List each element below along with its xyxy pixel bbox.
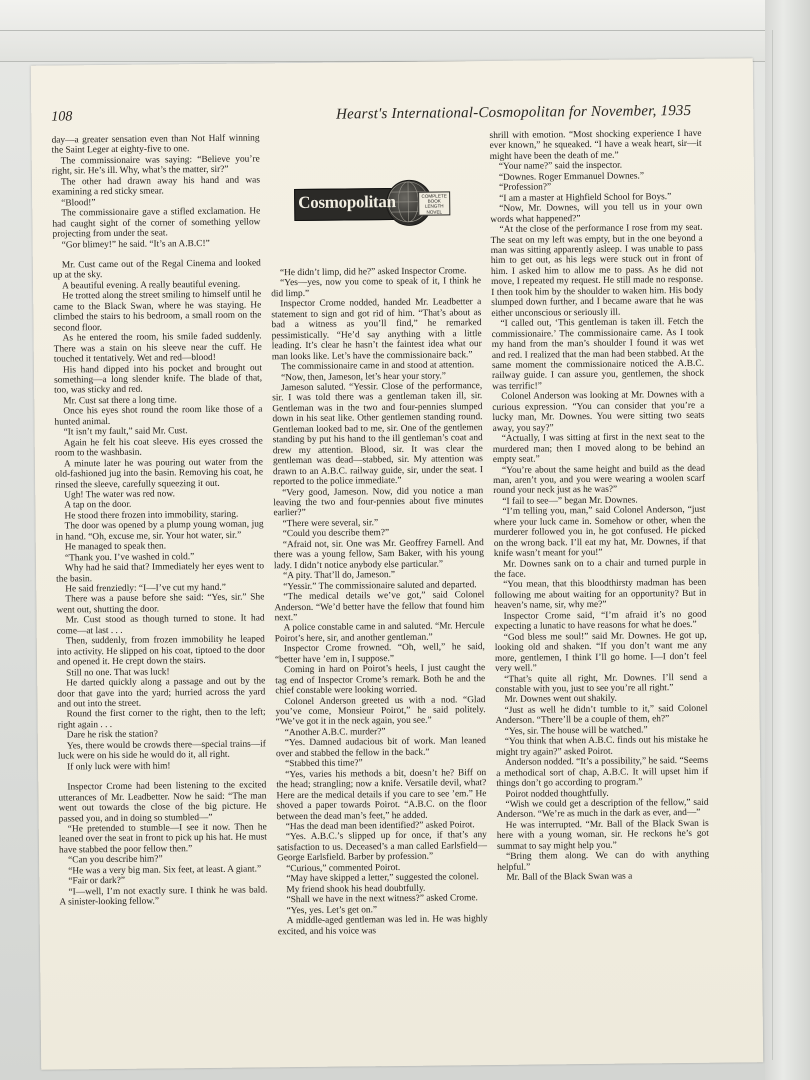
paragraph: “The medical details we’ve got,” said Colonel Anderson. “We’d better have the fellow that found him next.” [274, 590, 485, 624]
paragraph: “He was a very big man. Six feet, at least. A giant.” [68, 864, 262, 877]
paragraph: Colonel Anderson greeted us with a nod. “Glad you’ve come, Monsieur Poirot,” he said politely. “We’ve got it in the neck again, you see.” [275, 694, 486, 728]
paragraph: The other had drawn away his hand and was examining a red sticky smear. [52, 175, 261, 198]
paragraph: “Actually, I was sitting at first in the next seat to the murdered man; then I moved along to be behind an empty seat.” [492, 431, 705, 466]
paragraph: Inspector Crome nodded, handed Mr. Leadbetter a statement to sign and got rid of him. “That’s about as bad a witness as you’ll find,” he remarked pessimistically. “He’d say anything with a little leading. It’s clear he hasn’t the faintest idea what our man looks like. Let’s have the commissionaire back.” [271, 297, 482, 362]
paragraph: “I called out, ‘This gentleman is taken ill. Fetch the commissionaire.’ The commissionaire came. As I took my hand from the man’s shoulder I found it was wet and red. I realized that the man had been stabbed. At the same moment the commissionaire noticed the A.B.C. railway guide. I can assure you, gentlemen, the shock was terrific!” [491, 316, 705, 392]
logo-wordmark: Cosmopolitan [298, 191, 396, 213]
text-column-2 [271, 266, 488, 937]
paragraph: My friend shook his head doubtfully. [286, 883, 426, 895]
paragraph: “Now, then, Jameson, let’s hear your story.” [280, 371, 446, 383]
paragraph: “Fair or dark?” [68, 876, 126, 887]
paragraph: “A pity. That’ll do, Jameson.” [283, 570, 396, 582]
paragraph: “Blood!” [61, 197, 96, 209]
paragraph: If only luck were with him! [67, 761, 171, 773]
paragraph: “You mean, that this bloodthirsty madman has been following me about waiting for an opportunity? But in heaven’s name, sir, why me?” [494, 578, 707, 612]
paragraph: Dare he risk the station? [66, 729, 158, 741]
running-head: Hearst's International-Cosmopolitan for November, 1935 [335, 102, 692, 123]
paragraph: Why had he said that? Immediately her eyes went to the basin. [56, 561, 265, 585]
paragraph: Anderson nodded. “It’s a possibility,” he said. “Seems a methodical sort of chap, A.B.C. It will upset him if things don’t go according to program.” [496, 755, 709, 790]
paragraph: shrill with emotion. “Most shocking experience I have ever known,” he squeaked. “I have a weak heart, sir—it might have been the death of me.” [489, 128, 702, 162]
paragraph: Inspector Crome said, “I’m afraid it’s no good expecting a lunatic to have reasons for what he does.” [494, 609, 707, 633]
paragraph: “Bring them along. We can do with anything helpful.” [497, 850, 710, 873]
paragraph: He managed to speak then. [64, 541, 167, 553]
paragraph: The commissionaire came in and stood at attention. [280, 360, 475, 373]
text-column-1 [51, 133, 267, 908]
complete-novel-badge [418, 191, 450, 215]
paragraph: “Downes. Roger Emmanuel Downes.” [498, 171, 645, 183]
paragraph: “Yes, yes. Let’s get on.” [286, 904, 378, 916]
paragraph: “Stabbed this time?” [285, 758, 363, 770]
paragraph: “I am a master at Highfield School for Boys.” [499, 191, 672, 204]
paragraph: “Shall we have in the next witness?” asked Crome. [286, 893, 478, 906]
paragraph: The commissionaire was saying: “Believe you’re right, sir. He’s ill. Why, what’s the matter, sir?” [51, 154, 260, 177]
cosmopolitan-logo [294, 179, 450, 227]
paragraph: “Yes—yes, now you come to speak of it, I think he did limp.” [271, 276, 482, 300]
paragraph: Once his eyes shot round the room like those of a hunted animal. [54, 404, 263, 428]
paragraph: Jameson saluted. “Yessir. Close of the performance, sir. I was told there was a gentleman taken ill, sir. Gentleman was in the two and four-pennies slumped down in his seat like. Other gentlemen standing round. Gentleman looked bad to me, sir. One of the gentlemen standing by put his hand to the ill gentleman’s coat and drew my attention. Blood, sir. It was clear the gentleman was dead—stabbed, sir. My attention was drawn to an A.B.C. railway guide, sir, under the seat. I reported to the police immediate.” [272, 381, 484, 488]
paragraph: A tap on the door. [64, 500, 132, 511]
paragraph: Coming in hard on Poirot’s heels, I just caught the tag end of Inspector Crome’s remark. Both he and the chief constable were looking worried. [275, 663, 486, 697]
paragraph: Then, suddenly, from frozen immobility he leaped into activity. He slipped on his coat, tiptoed to the door and opened it. He crept down the stairs. [56, 634, 265, 668]
paragraph: “Yes, sir. The house will be watched.” [504, 725, 648, 737]
paragraph: Mr. Cust came out of the Regal Cinema and looked up at the sky. [52, 258, 261, 282]
paragraph: “May have skipped a letter,” suggested the colonel. [286, 872, 479, 885]
paragraph: Still no one. That was luck! [66, 667, 170, 679]
paragraph: He trotted along the street smiling to himself until he came to the Black Swan, where he was staying. He climbed the stairs to his bedroom, a small room on the second floor. [53, 289, 262, 334]
paragraph: “Curious,” commented Poirot. [286, 862, 401, 875]
paragraph: “Another A.B.C. murder?” [284, 727, 386, 739]
paragraph: “It isn’t my fault,” said Mr. Cust. [63, 426, 188, 438]
paragraph: “Can you describe him?” [68, 854, 163, 866]
paragraph: “That’s quite all right, Mr. Downes. I’ll send a constable with you, just to see you’re all right.” [495, 672, 708, 695]
paragraph: “Now, Mr. Downes, will you tell us in your own words what happened?” [490, 201, 703, 225]
paragraph: day—a greater sensation even than Not Half winning the Saint Leger at eighty-five to one. [51, 133, 260, 157]
paragraph: He was interrupted. “Mr. Ball of the Black Swan is here with a young woman, sir. He reckons he’s got summat to say might help you.” [496, 818, 709, 852]
magazine-page [31, 58, 763, 1070]
paragraph: Mr. Downes went out shakily. [504, 694, 617, 706]
paragraph: Mr. Cust stood as though turned to stone. It had come—at last . . . [56, 613, 265, 637]
paragraph: “Very good, Jameson. Now, did you notice a man leaving the two and four-pennies about five minutes earlier?” [273, 485, 484, 519]
paragraph: A middle-aged gentleman was led in. He was highly excited, and his voice was [277, 914, 488, 937]
badge-line: COMPLETE [421, 193, 447, 199]
paragraph: Ugh! The water was red now. [64, 489, 175, 501]
paragraph: “God bless me soul!” said Mr. Downes. He got up, looking old and shaken. “If you don’t want me any more, gentlemen, I think I’ll go home. I—I don’t feel very well.” [494, 630, 708, 675]
sleeve-crease [0, 30, 810, 31]
paragraph: “Your name?” said the inspector. [498, 160, 623, 173]
page-header [51, 103, 691, 132]
paragraph: Mr. Downes sank on to a chair and turned purple in the face. [494, 557, 707, 581]
paragraph: Inspector Crome had been listening to the excited utterances of Mr. Leadbetter. Now he said: “The man went out towards the close of the big picture. He passed you, and in doing so stumbled—” [58, 780, 267, 825]
paragraph: A police constable came in and saluted. “Mr. Hercule Poirot’s here, sir, and another gentleman.” [274, 621, 485, 645]
sleeve-top [0, 0, 810, 62]
paragraph: A beautiful evening. A really beautiful evening. [62, 279, 241, 292]
paragraph: The door was opened by a plump young woman, jug in hand. “Oh, excuse me, sir. Your hot water, sir.” [55, 519, 264, 543]
paragraph: “Profession?” [499, 182, 552, 194]
paragraph: “He pretended to stumble—I see it now. Then he leaned over the seat in front to pick up his hat. He must have stabbed the poor fellow then.” [58, 822, 267, 856]
badge-line: NOVEL [426, 209, 443, 215]
paragraph: The commissionaire gave a stifled exclamation. He had caught sight of the corner of something yellow projecting from under the seat. [52, 206, 261, 240]
paragraph: “Yes, varies his methods a bit, doesn’t he? Biff on the head; strangling; now a knife. Versatile devil, what? Here are the medical details if you care to see ’em.” He shoved a paper towards Poirot. “A.B.C. on the floor between the dead man’s feet,” he added. [276, 767, 487, 822]
paragraph: “You think that when A.B.C. finds out his mistake he might try again?” asked Poirot. [495, 735, 708, 758]
paragraph: “Just as well he didn’t tumble to it,” said Colonel Anderson. “There’ll be a couple of them, eh?” [495, 703, 708, 727]
paragraph: As he entered the room, his smile faded suddenly. There was a stain on his sleeve near the cuff. He touched it tentatively. Wet and red—blood! [53, 331, 262, 365]
badge-line: BOOK [427, 198, 441, 204]
paragraph: Mr. Ball of the Black Swan was a [506, 871, 633, 884]
paragraph: Round the first corner to the right, then to the left; right again . . . [57, 707, 266, 731]
paragraph: Mr. Cust sat there a long time. [63, 395, 177, 407]
paragraph: “You’re about the same height and build as the dead man, aren’t you, and you were wearing a woolen scarf round your neck just as he was?” [493, 463, 706, 497]
paragraph: His hand dipped into his pocket and brought out something—a long slender knife. The blade of that, too, was sticky and red. [54, 362, 263, 397]
paragraph: “I—well, I’m not exactly sure. I think he was bald. A sinister-looking fellow.” [59, 885, 268, 908]
paragraph: “Wish we could get a description of the fellow,” said Anderson. “We’re as much in the dark as ever, and—” [496, 797, 709, 821]
paragraph: A minute later he was pouring out water from the old-fashioned jug into the basin. Removing his coat, he rinsed the sleeve, carefully squeezing it out. [54, 456, 264, 491]
paragraph: “Afraid not, sir. One was Mr. Geoffrey Farnell. And there was a young fellow, Sam Baker, with his young lady. I didn’t notice anybody else particular.” [273, 537, 484, 571]
paragraph: He stood there frozen into immobility, staring. [64, 509, 239, 522]
paragraph: “I fail to see—” began Mr. Downes. [502, 495, 638, 507]
paragraph: “Thank you. I’ve washed in cold.” [64, 551, 195, 564]
paragraph: “Yes. Damned audacious bit of work. Man leaned over and stabbed the fellow in the back.” [275, 736, 486, 760]
paragraph: “I’m telling you, man,” said Colonel Anderson, “just where your luck came in. Somehow or other, when the murderer followed you in, he got confused. He picked on the wrong back. I’ll eat my hat, Mr. Downes, if that knife wasn’t meant for you!” [493, 505, 706, 560]
paragraph: Yes, there would be crowds there—special trains—if luck were on his side he would do it, all right. [57, 739, 266, 762]
text-column-3 [489, 129, 709, 884]
paragraph: “Has the dead man been identified?” asked Poirot. [285, 820, 475, 833]
paragraph: “Gor blimey!” he said. “It’s an A.B.C!” [61, 238, 210, 251]
paragraph: There was a pause before she said: “Yes, sir.” She went out, shutting the door. [56, 592, 265, 616]
paragraph: He said frenziedly: “I—I’ve cut my hand.” [65, 582, 226, 595]
badge-line: LENGTH [424, 203, 444, 210]
paragraph: “Could you describe them?” [282, 528, 390, 540]
paragraph: “Yes. A.B.C.’s slipped up for once, if that’s any satisfaction to us. Deceased’s a man called Earlsfield—George Earlsfield. Barber by profession.” [276, 830, 488, 864]
paragraph: Colonel Anderson was looking at Mr. Downes with a curious expression. “You can consider that you’re a lucky man, Mr. Downes. You were sitting two seats away, you say?” [492, 390, 705, 434]
page-number: 108 [51, 109, 73, 125]
paragraph: “Yessir.” The commissionaire saluted and departed. [283, 579, 477, 592]
paragraph: Poirot nodded thoughtfully. [505, 788, 609, 800]
paragraph: “There were several, sir.” [282, 518, 379, 530]
paragraph: “He didn’t limp, did he?” asked Inspector Crome. [279, 266, 467, 279]
sleeve-seam [772, 30, 773, 1060]
paragraph: Again he felt his coat sleeve. His eyes crossed the room to the washbasin. [54, 436, 263, 459]
paragraph: He darted quickly along a passage and out by the door that gave into the yard; hurried across the yard and out into the street. [57, 676, 266, 710]
paragraph: “At the close of the performance I rose from my seat. The seat on my left was empty, but in the one beyond a man was sitting apparently asleep. I was unable to pass him to get out, as his legs were stuck out in front of him. I asked him to allow me to pass. As he did not move, I repeated my request. He still made no response. I then took him by the shoulder to waken him. His body slumped down further, and I became aware that he was either unconscious or seriously ill. [490, 222, 704, 319]
paragraph: Inspector Crome frowned. “Oh, well,” he said, “better have ’em in, I suppose.” [274, 642, 485, 666]
